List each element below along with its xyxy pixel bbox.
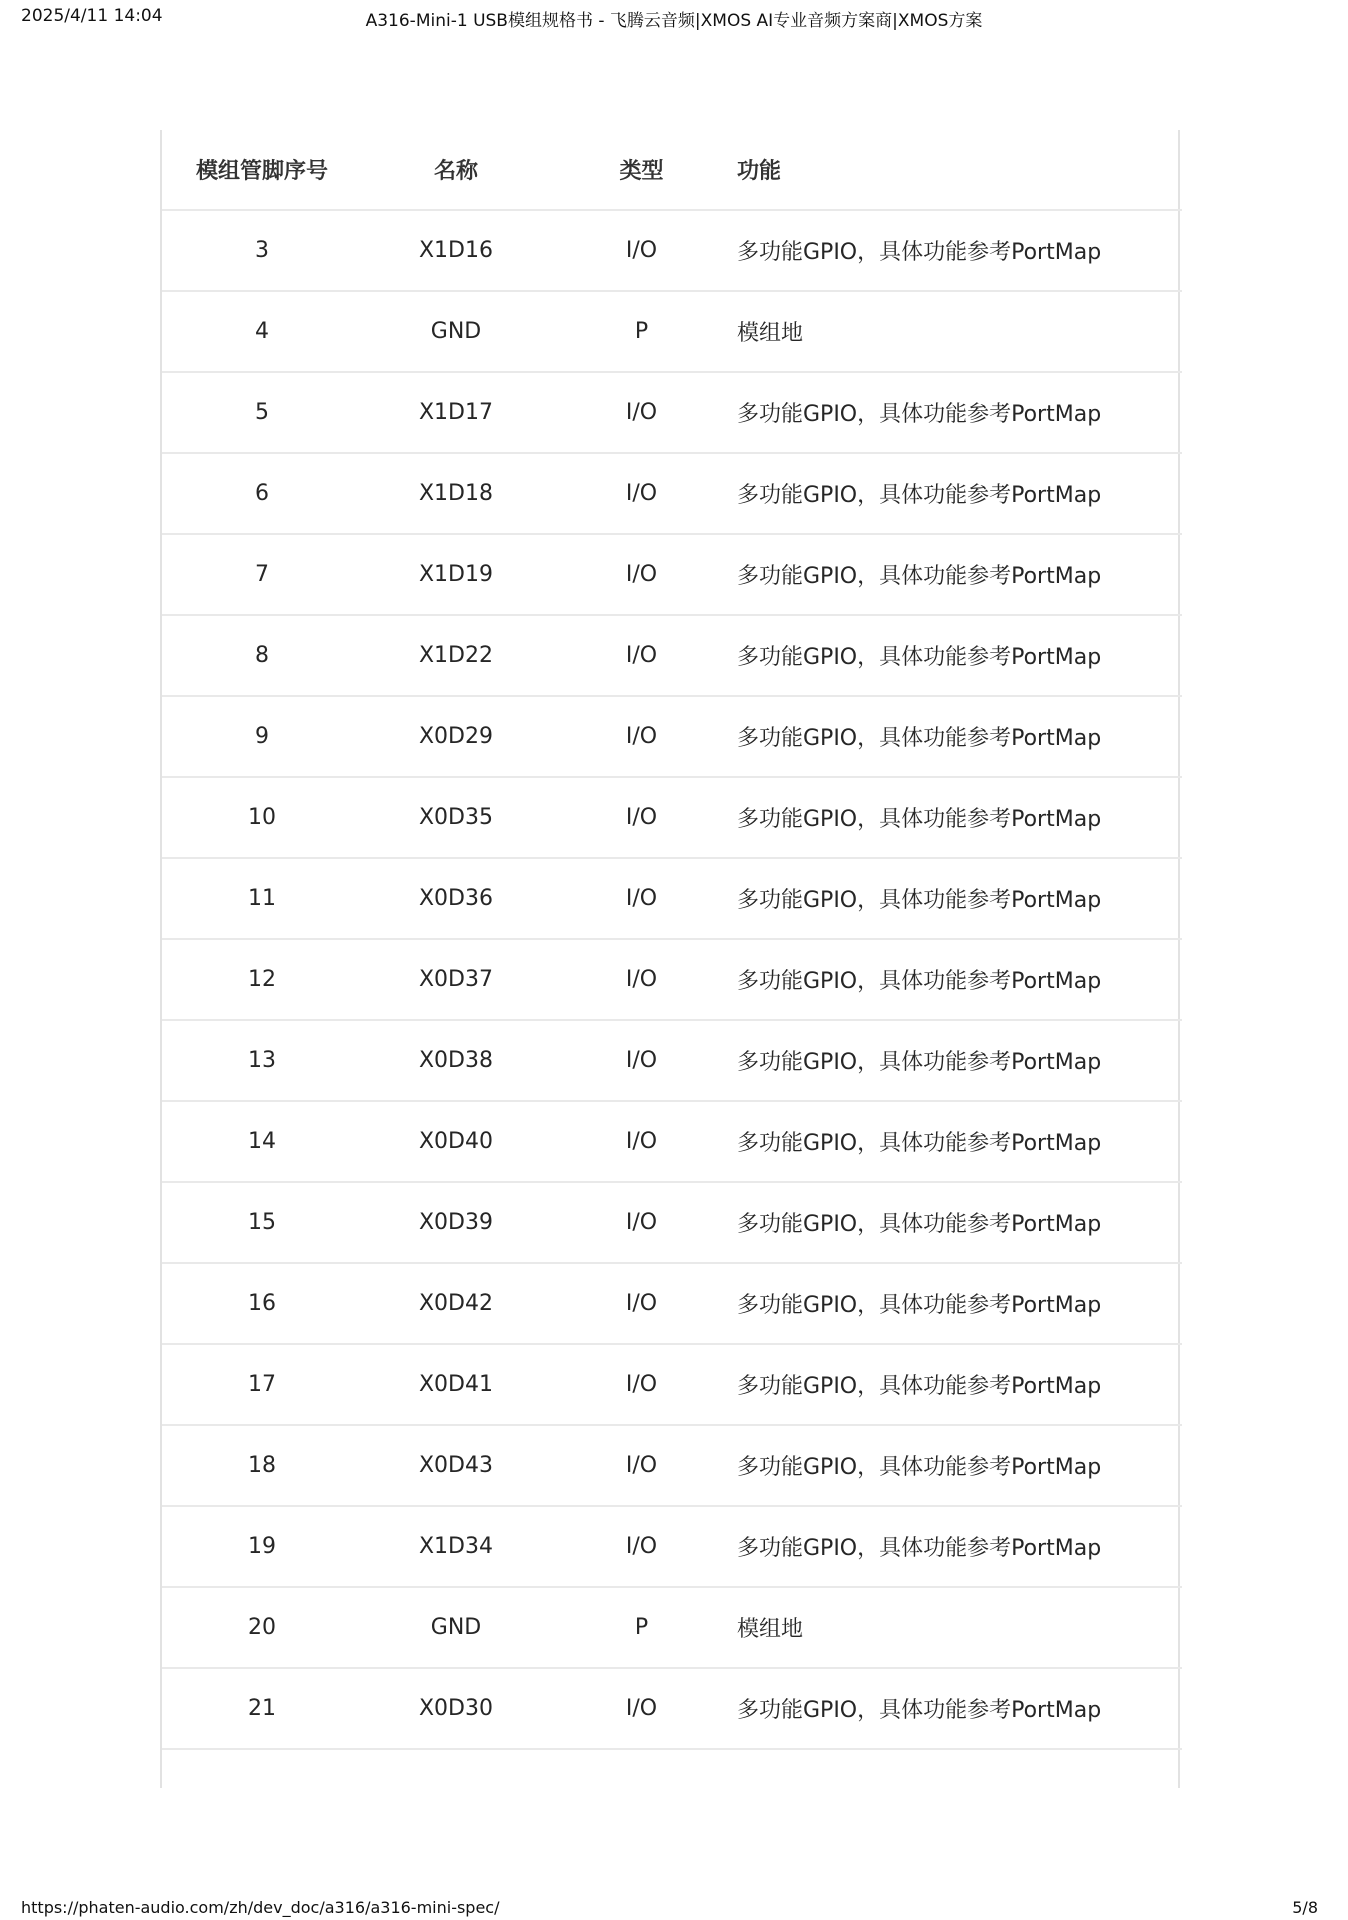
cell-pin-number: 4 bbox=[162, 291, 362, 372]
table-body bbox=[162, 210, 1182, 1749]
table-row bbox=[162, 1506, 1182, 1587]
cell-name: X1D34 bbox=[362, 1506, 550, 1587]
cell-function: 多功能GPIO，具体功能参考PortMap bbox=[733, 777, 1182, 858]
cell-function: 多功能GPIO，具体功能参考PortMap bbox=[733, 615, 1182, 696]
cell-function: 多功能GPIO，具体功能参考PortMap bbox=[733, 1182, 1182, 1263]
cell-name: GND bbox=[362, 1587, 550, 1668]
table-row bbox=[162, 1587, 1182, 1668]
table-row bbox=[162, 939, 1182, 1020]
cell-name: GND bbox=[362, 291, 550, 372]
cell-function: 多功能GPIO，具体功能参考PortMap bbox=[733, 534, 1182, 615]
cell-type: P bbox=[550, 1587, 733, 1668]
header-name: 名称 bbox=[362, 130, 550, 210]
print-page-title: A316-Mini-1 USB模组规格书 - 飞腾云音频|XMOS AI专业音频方案商|XMOS方案 bbox=[365, 11, 983, 31]
table-row bbox=[162, 615, 1182, 696]
cell-function: 多功能GPIO，具体功能参考PortMap bbox=[733, 453, 1182, 534]
cell-name: X0D30 bbox=[362, 1668, 550, 1749]
cell-name: X1D17 bbox=[362, 372, 550, 453]
cell-pin-number: 20 bbox=[162, 1587, 362, 1668]
header-function: 功能 bbox=[733, 130, 1182, 210]
cell-pin-number: 16 bbox=[162, 1263, 362, 1344]
cell-type: I/O bbox=[550, 939, 733, 1020]
cell-name: X1D22 bbox=[362, 615, 550, 696]
pin-table-container bbox=[160, 130, 1180, 1788]
cell-type: I/O bbox=[550, 1101, 733, 1182]
cell-function: 多功能GPIO，具体功能参考PortMap bbox=[733, 1668, 1182, 1749]
cell-function: 多功能GPIO，具体功能参考PortMap bbox=[733, 1263, 1182, 1344]
print-header bbox=[0, 0, 1348, 40]
cell-pin-number: 12 bbox=[162, 939, 362, 1020]
table-header-row bbox=[162, 130, 1182, 210]
cell-function: 模组地 bbox=[733, 291, 1182, 372]
cell-pin-number: 3 bbox=[162, 210, 362, 291]
header-pin-number: 模组管脚序号 bbox=[162, 130, 362, 210]
cell-name: X0D36 bbox=[362, 858, 550, 939]
cell-name: X1D16 bbox=[362, 210, 550, 291]
cell-type: I/O bbox=[550, 1668, 733, 1749]
table-row bbox=[162, 291, 1182, 372]
cell-name: X0D42 bbox=[362, 1263, 550, 1344]
cell-pin-number: 18 bbox=[162, 1425, 362, 1506]
cell-pin-number: 19 bbox=[162, 1506, 362, 1587]
cell-function: 多功能GPIO，具体功能参考PortMap bbox=[733, 372, 1182, 453]
cell-pin-number: 9 bbox=[162, 696, 362, 777]
cell-name: X0D35 bbox=[362, 777, 550, 858]
cell-pin-number: 13 bbox=[162, 1020, 362, 1101]
cell-pin-number: 15 bbox=[162, 1182, 362, 1263]
cell-type: I/O bbox=[550, 696, 733, 777]
pin-table bbox=[162, 130, 1182, 1750]
cell-function: 多功能GPIO，具体功能参考PortMap bbox=[733, 1101, 1182, 1182]
table-row bbox=[162, 1263, 1182, 1344]
cell-type: I/O bbox=[550, 1506, 733, 1587]
cell-type: I/O bbox=[550, 1020, 733, 1101]
cell-function: 多功能GPIO，具体功能参考PortMap bbox=[733, 210, 1182, 291]
cell-pin-number: 11 bbox=[162, 858, 362, 939]
table-row bbox=[162, 1020, 1182, 1101]
cell-pin-number: 7 bbox=[162, 534, 362, 615]
cell-name: X0D40 bbox=[362, 1101, 550, 1182]
cell-type: I/O bbox=[550, 1425, 733, 1506]
cell-type: I/O bbox=[550, 453, 733, 534]
page-number: 5/8 bbox=[1292, 1898, 1318, 1917]
cell-type: I/O bbox=[550, 210, 733, 291]
cell-type: P bbox=[550, 291, 733, 372]
table-row bbox=[162, 1101, 1182, 1182]
table-row bbox=[162, 1344, 1182, 1425]
cell-function: 多功能GPIO，具体功能参考PortMap bbox=[733, 858, 1182, 939]
table-row bbox=[162, 696, 1182, 777]
cell-name: X0D37 bbox=[362, 939, 550, 1020]
cell-type: I/O bbox=[550, 1182, 733, 1263]
cell-function: 多功能GPIO，具体功能参考PortMap bbox=[733, 939, 1182, 1020]
table-row bbox=[162, 1668, 1182, 1749]
cell-type: I/O bbox=[550, 1344, 733, 1425]
cell-type: I/O bbox=[550, 615, 733, 696]
cell-function: 多功能GPIO，具体功能参考PortMap bbox=[733, 696, 1182, 777]
cell-type: I/O bbox=[550, 534, 733, 615]
cell-pin-number: 21 bbox=[162, 1668, 362, 1749]
cell-name: X1D19 bbox=[362, 534, 550, 615]
table-row bbox=[162, 1182, 1182, 1263]
print-footer bbox=[0, 1896, 1348, 1920]
cell-pin-number: 8 bbox=[162, 615, 362, 696]
table-row bbox=[162, 372, 1182, 453]
cell-name: X0D41 bbox=[362, 1344, 550, 1425]
cell-name: X0D29 bbox=[362, 696, 550, 777]
cell-function: 多功能GPIO，具体功能参考PortMap bbox=[733, 1425, 1182, 1506]
table-row bbox=[162, 1425, 1182, 1506]
cell-pin-number: 10 bbox=[162, 777, 362, 858]
header-type: 类型 bbox=[550, 130, 733, 210]
cell-type: I/O bbox=[550, 858, 733, 939]
print-datetime: 2025/4/11 14:04 bbox=[21, 6, 163, 26]
cell-function: 多功能GPIO，具体功能参考PortMap bbox=[733, 1344, 1182, 1425]
cell-name: X0D38 bbox=[362, 1020, 550, 1101]
table-row bbox=[162, 777, 1182, 858]
cell-function: 多功能GPIO，具体功能参考PortMap bbox=[733, 1020, 1182, 1101]
cell-name: X0D43 bbox=[362, 1425, 550, 1506]
cell-function: 多功能GPIO，具体功能参考PortMap bbox=[733, 1506, 1182, 1587]
cell-name: X0D39 bbox=[362, 1182, 550, 1263]
cell-type: I/O bbox=[550, 372, 733, 453]
table-row bbox=[162, 858, 1182, 939]
cell-pin-number: 6 bbox=[162, 453, 362, 534]
cell-pin-number: 14 bbox=[162, 1101, 362, 1182]
table-row bbox=[162, 210, 1182, 291]
cell-pin-number: 5 bbox=[162, 372, 362, 453]
cell-name: X1D18 bbox=[362, 453, 550, 534]
cell-function: 模组地 bbox=[733, 1587, 1182, 1668]
table-row bbox=[162, 453, 1182, 534]
table-row bbox=[162, 534, 1182, 615]
page-url: https://phaten-audio.com/zh/dev_doc/a316/a316-mini-spec/ bbox=[21, 1898, 500, 1917]
cell-pin-number: 17 bbox=[162, 1344, 362, 1425]
cell-type: I/O bbox=[550, 777, 733, 858]
cell-type: I/O bbox=[550, 1263, 733, 1344]
